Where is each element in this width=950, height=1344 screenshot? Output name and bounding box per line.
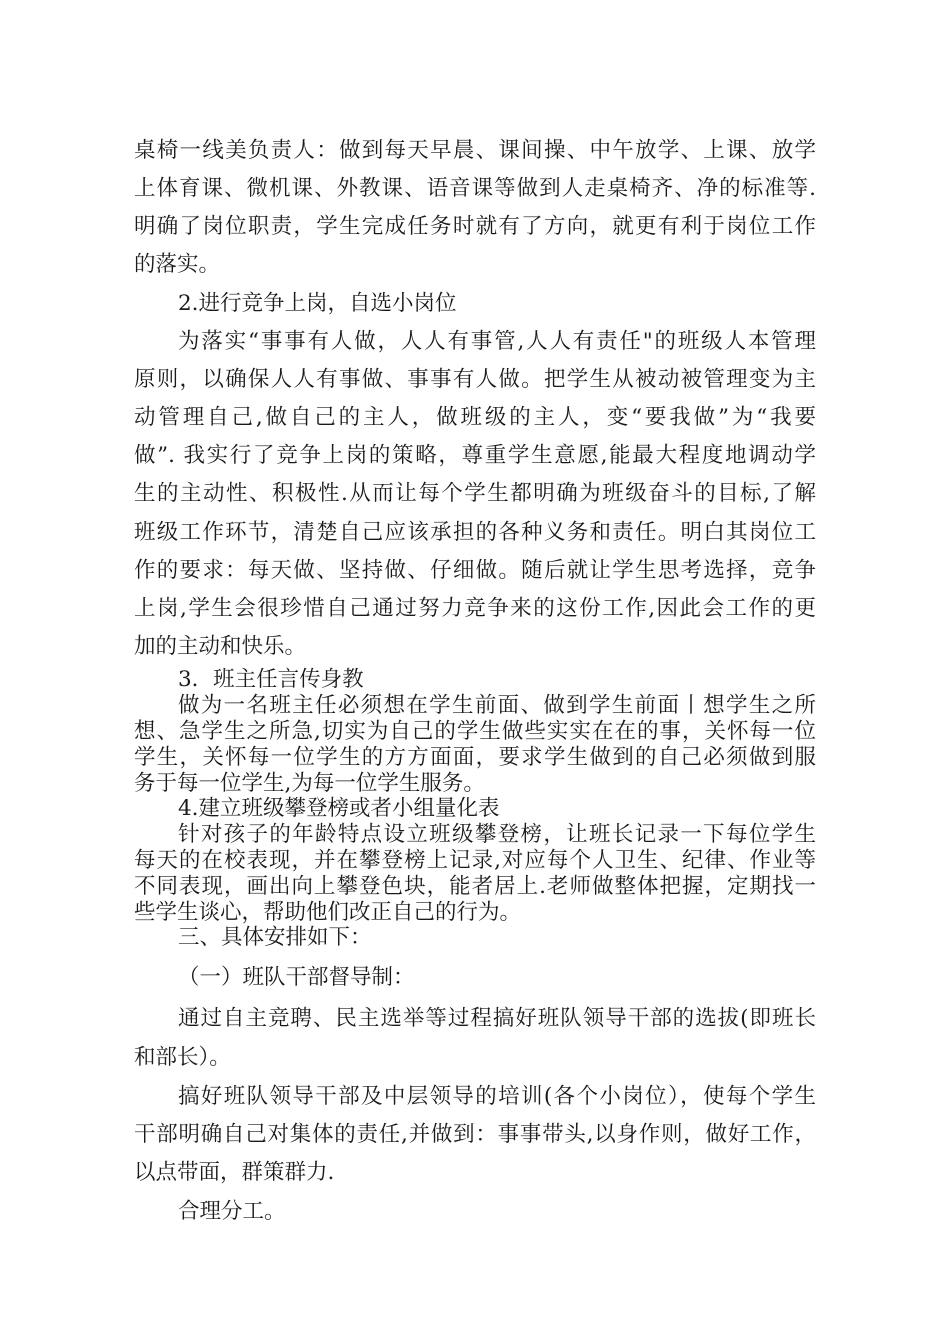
paragraph-line: 动管理自己,做自己的主人，做班级的主人，变“要我做”为“我要: [134, 405, 816, 430]
paragraph-line: 每天的在校表现，并在攀登榜上记录,对应每个人卫生、纪律、作业等: [134, 848, 816, 873]
paragraph-line: 学生，关怀每一位学生的方方面面，要求学生做到的自己必须做到服: [134, 745, 816, 770]
paragraph-line: 以点带面，群策群力.: [134, 1160, 335, 1185]
paragraph-line: 原则，以确保人人有事做、事事有人做。把学生从被动被管理变为主: [134, 367, 816, 392]
section-heading: 4.建立班级攀登榜或者小组量化表: [178, 796, 500, 821]
paragraph-line: 做”. 我实行了竞争上岗的策略，尊重学生意愿,能最大程度地调动学: [134, 443, 816, 468]
paragraph-line: 加的主动和快乐。: [134, 634, 307, 659]
paragraph-line: 不同表现，画出向上攀登色块，能者居上.老师做整体把握，定期找一: [134, 874, 816, 899]
section-heading: 2.进行竞争上岗，自选小岗位: [178, 291, 457, 316]
paragraph-line: 上岗,学生会很珍惜自己通过努力竞争来的这份工作,因此会工作的更: [134, 596, 816, 621]
paragraph-line: 作的要求：每天做、坚持做、仔细做。随后就让学生思考选择，竞争: [134, 558, 816, 583]
paragraph-line: 想、急学生之所急,切实为自己的学生做些实实在在的事，关怀每一位: [134, 719, 816, 744]
paragraph-line: 桌椅一线美负责人：做到每天早晨、课间操、中午放学、上课、放学: [134, 138, 816, 163]
paragraph-line: 些学生谈心，帮助他们改正自己的行为。: [134, 900, 522, 925]
paragraph-line: 生的主动性、积极性.从而让每个学生都明确为班级奋斗的目标,了解: [134, 481, 816, 506]
section-heading: 3．班主任言传身教: [178, 667, 364, 692]
paragraph-line: 明确了岗位职责，学生完成任务时就有了方向，就更有利于岗位工作: [134, 214, 816, 239]
paragraph-line: 为落实“事事有人做，人人有事管,人人有责任"的班级人本管理: [178, 329, 816, 354]
paragraph-line: 干部明确自己对集体的责任,并做到：事事带头,以身作则，做好工作，: [134, 1122, 816, 1147]
paragraph-line: 搞好班队领导干部及中层领导的培训(各个小岗位），使每个学生: [178, 1084, 816, 1109]
paragraph-line: 通过自主竞聘、民主选举等过程搞好班队领导干部的选拔(即班长: [178, 1006, 816, 1031]
section-heading: 三、具体安排如下：: [178, 925, 372, 950]
paragraph-line: 上体育课、微机课、外教课、语音课等做到人走桌椅齐、净的标准等.: [134, 176, 816, 201]
paragraph-line: 务于每一位学生,为每一位学生服务。: [134, 771, 485, 796]
paragraph-line: 的落实。: [134, 252, 221, 277]
subsection-heading: （一）班队干部督导制：: [178, 965, 415, 990]
paragraph-line: 合理分工。: [178, 1199, 286, 1224]
paragraph-line: 针对孩子的年龄特点设立班级攀登榜，让班长记录一下每位学生: [178, 822, 816, 847]
paragraph-line: 和部长）。: [134, 1045, 231, 1070]
paragraph-line: 班级工作环节，清楚自己应该承担的各种义务和责任。明白其岗位工: [134, 520, 816, 545]
paragraph-line: 做为一名班主任必须想在学生前面、做到学生前面丨想学生之所: [178, 693, 816, 718]
